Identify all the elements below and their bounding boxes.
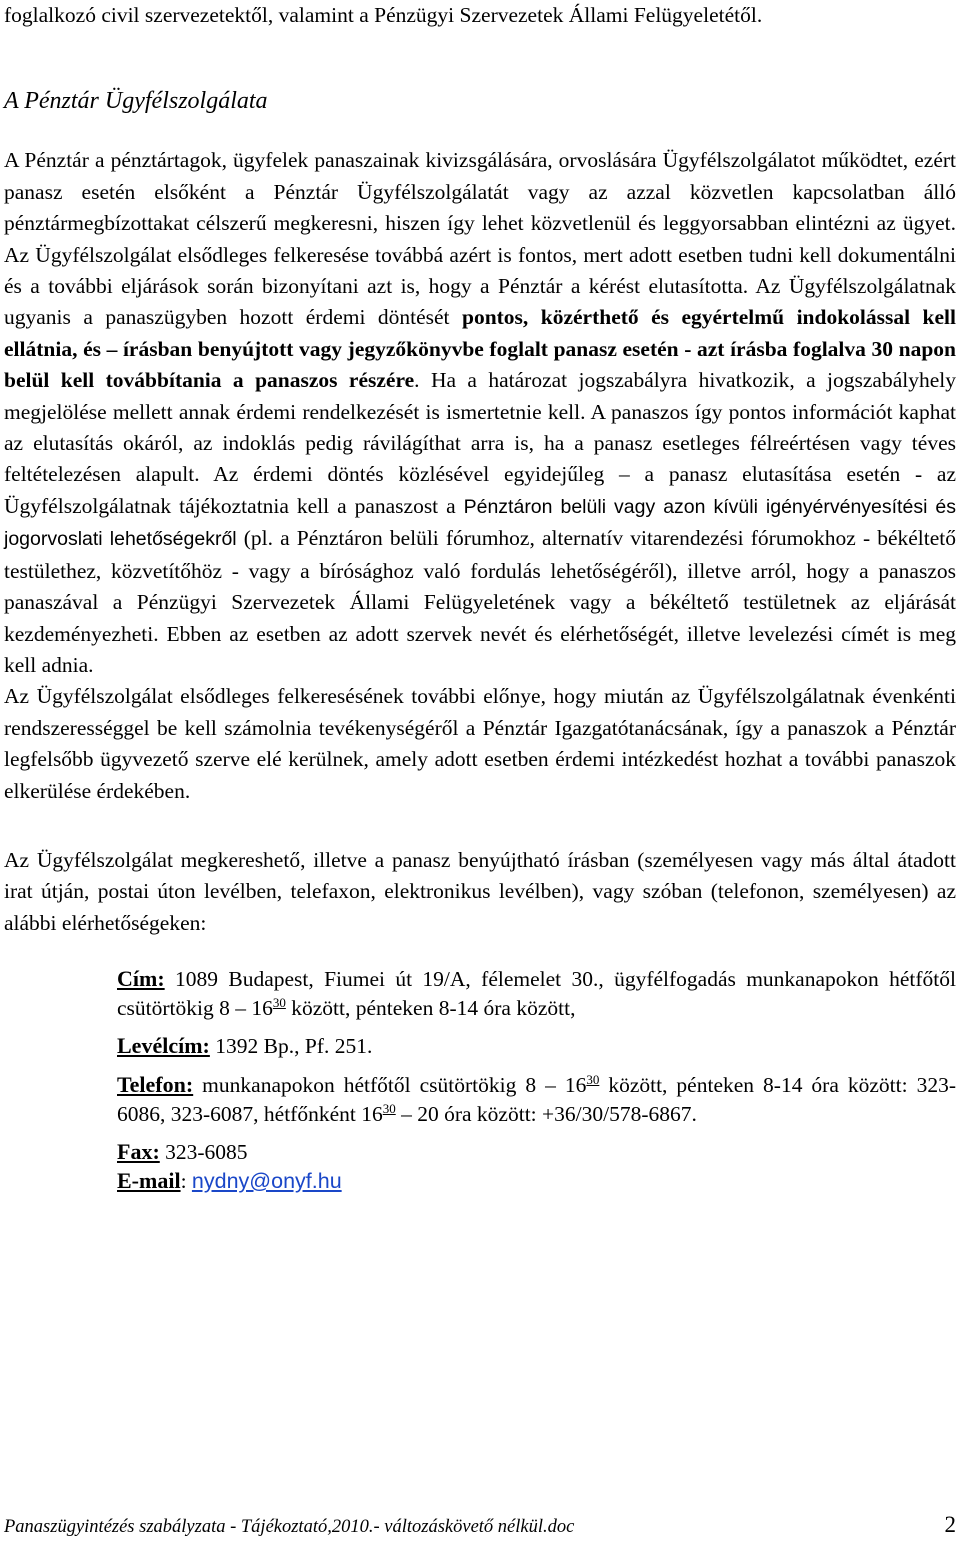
phone-monday-text: – 20 óra között: +36/30/578-6867. — [395, 1101, 697, 1126]
advantage-paragraph: Az Ügyfélszolgálat elsődleges felkeresésének további előnye, hogy miután az Ügyfélszolgálatnak évenkénti rendszerességgel be kell számolnia tevékenységéről a Pénztár Igazgatótanácsának, így a panaszok a Pénztár legfelsőbb ügyvezető szerve elé kerülnek, amely adott esetben érdemi intézkedést hozhat a további panaszok elkerülése érdekében. — [4, 684, 956, 803]
contact-email — [117, 1167, 956, 1196]
time-superscript: 30 — [272, 994, 286, 1010]
fax-label: Fax: — [117, 1139, 160, 1165]
time-superscript: 30 — [586, 1071, 600, 1087]
complaint-handling-paragraph — [4, 145, 956, 681]
phone-label: Telefon: — [117, 1071, 194, 1097]
phone-numbers-text: között, pénteken 8-14 óra között: 323-6086, 323-6087, hétfőnként 16 — [117, 1072, 956, 1126]
email-link[interactable]: nydny@onyf.hu — [191, 1168, 342, 1193]
contact-mail — [117, 1032, 956, 1061]
page-number: 2 — [944, 1512, 956, 1537]
remedy-options-text: Pénztáron belüli vagy azon kívüli igényérvényesítési és jogorvoslati lehetőségekről — [4, 495, 956, 551]
contact-list — [117, 965, 956, 1195]
footer-document-name: Panaszügyintézés szabályzata - Tájékoztató,2010.- változáskövető nélkül.doc — [4, 1517, 575, 1537]
bold-requirement-text: pontos, közérthető és egyértelmű indokolással kell ellátnia, és – írásban benyújtott vagy jegyzőkönyvbe foglalt panasz esetén - azt írásba foglalva 30 napon belül kell továbbítania a panaszos részére — [4, 305, 956, 393]
address-hours-text: között, pénteken 8-14 óra között, — [285, 995, 576, 1020]
section-title: A Pénztár Ügyfélszolgálata — [4, 88, 268, 115]
paragraph-text: (pl. a Pénztáron belüli fórumhoz, alternatív vitarendezési fórumokhoz - békéltető testülethez, közvetítőhöz - vagy a bírósághoz való fordulás lehetőségéről), illetve arról, hogy a panaszos panaszával a Pénzügyi Szervezetek Állami Felügyeletének vagy a békéltető testületnek az eljárását kezdeményezheti. Ebben az esetben az adott szervek nevét és elérhetőségét, illetve levelezési címét is meg kell adnia. — [4, 526, 957, 677]
document-page — [4, 0, 956, 1195]
contact-intro-paragraph: Az Ügyfélszolgálat megkereshető, illetve a panasz benyújtható írásban (személyesen vagy más által átadott irat útján, postai úton levélben, telefaxon, elektronikus levélben), vagy szóban (telefonon, személyesen) az alábbi elérhetőségeken: — [4, 847, 956, 935]
intro-paragraph: foglalkozó civil szervezetektől, valamint a Pénzügyi Szervezetek Állami Felügyeletétől. — [4, 3, 763, 27]
contact-fax — [117, 1138, 956, 1167]
address-text: 1089 Budapest, Fiumei út 19/A, félemelet 30., ügyfélfogadás munkanapokon hétfőtől csütörtökig 8 – 16 — [117, 967, 956, 1020]
mail-label: Levélcím: — [117, 1033, 210, 1059]
paragraph-text: . Ha a határozat jogszabályra hivatkozik, a jogszabályhely megjelölése mellett annak érdemi rendelkezését is ismertetnie kell. A panaszos így pontos információt kaphat az elutasítás okáról, az indoklás pedig rávilágíthat arra is, ha a panasz esetleges félreértésen vagy téves feltételezésen alapult. Az érdemi döntés közlésével egyidejűleg – a panasz elutasítása esetén - az Ügyfélszolgálatnak tájékoztatnia kell a panaszost a — [4, 368, 957, 518]
mail-text: 1392 Bp., Pf. 251. — [209, 1034, 373, 1059]
time-superscript: 30 — [382, 1100, 396, 1116]
email-colon: : — [180, 1168, 192, 1193]
phone-text: munkanapokon hétfőtől csütörtökig 8 – 16 — [193, 1072, 587, 1097]
contact-phone — [117, 1071, 956, 1128]
paragraph-text: A Pénztár a pénztártagok, ügyfelek panaszainak kivizsgálására, orvoslására Ügyfélszolgálatot működtet, ezért panasz esetén elsőként a Pénztár Ügyfélszolgálatát vagy az azzal közvetlen kapcsolatban álló pénztármegbízottakat célszerű megkeresni, hiszen így lehet közvetlenül és leggyorsabban elintézni az ügyet. Az Ügyfélszolgálat elsődleges felkeresése továbbá azért is fontos, mert adott esetben tudni kell dokumentálni és a további eljárások során bizonyítani azt is, hogy a Pénztár a kérést elutasította. Az Ügyfélszolgálatnak ugyanis a panaszügyben hozott érdemi döntését — [4, 148, 956, 330]
address-label: Cím: — [117, 966, 165, 992]
contact-address — [117, 965, 956, 1022]
email-label: E-mail — [117, 1167, 181, 1193]
page-footer — [4, 1512, 956, 1538]
fax-text: 323-6085 — [159, 1140, 248, 1165]
